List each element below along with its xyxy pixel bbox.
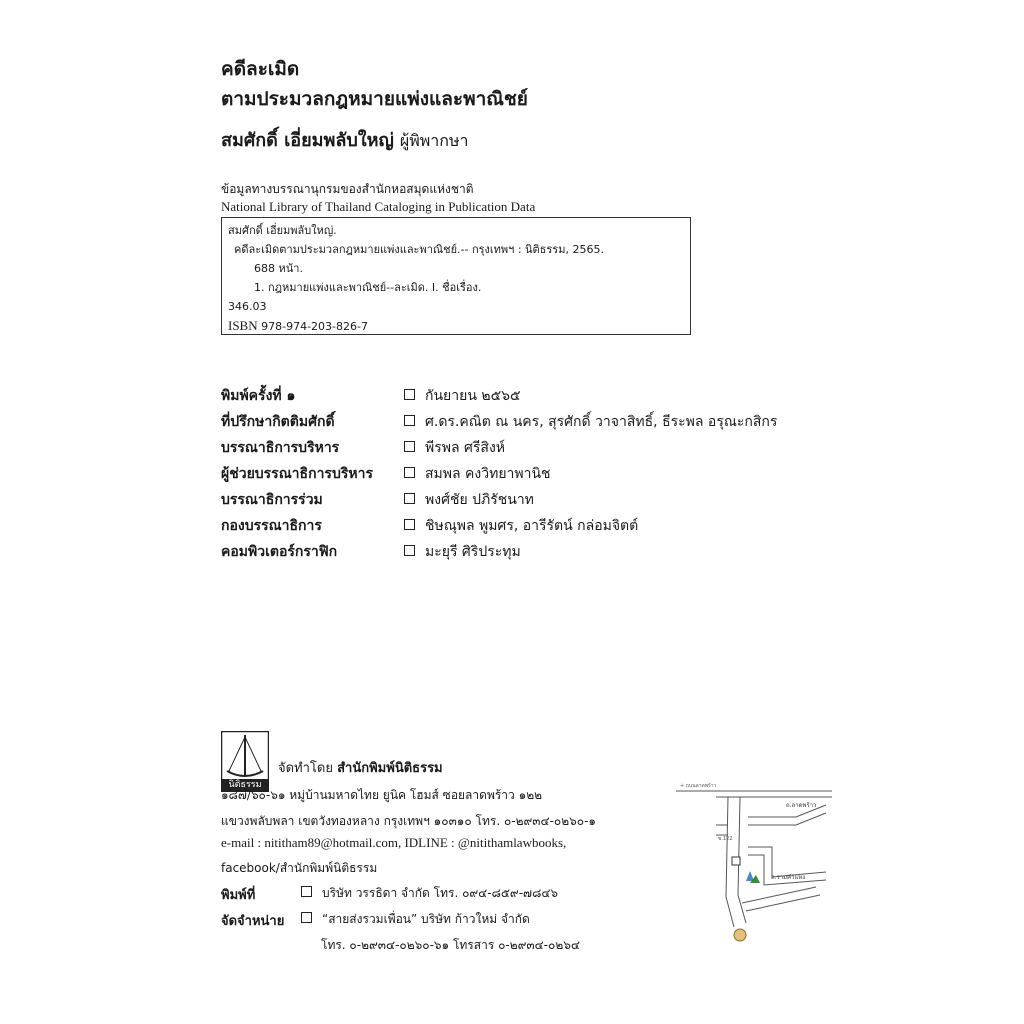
produced-by-line	[278, 757, 443, 778]
printer-value: บริษัท วรรธิดา จำกัด โทร. ๐๙๔-๘๕๙-๗๘๔๖	[322, 886, 559, 900]
credit-value: กันยายน ๒๕๖๕	[425, 388, 521, 404]
distributor-phone: โทร. ๐-๒๙๓๔-๐๒๖๐-๖๑ โทรสาร ๐-๒๙๓๔-๐๒๖๔	[321, 938, 580, 952]
credit-value: สมพล คงวิทยาพานิช	[425, 466, 551, 482]
svg-text:ถ.รามคำแหง: ถ.รามคำแหง	[771, 874, 806, 881]
publisher-name: สำนักพิมพ์นิติธรรม	[337, 761, 443, 776]
distributor-row	[221, 910, 530, 931]
svg-text:ถ.ลาดพร้าว: ถ.ลาดพร้าว	[786, 802, 817, 809]
credit-label: ผู้ช่วยบรรณาธิการบริหาร	[221, 466, 373, 482]
facebook-line: facebook/สำนักพิมพ์นิติธรรม	[221, 861, 378, 875]
cataloging-heading-th: ข้อมูลทางบรรณานุกรมของสำนักหอสมุดแห่งชาติ	[221, 182, 474, 196]
isbn-value: 978-974-203-826-7	[261, 320, 368, 333]
checkbox-icon	[404, 441, 415, 452]
produced-by-label: จัดทำโดย	[278, 761, 333, 776]
checkbox-icon	[404, 467, 415, 478]
author-role: ผู้พิพากษา	[399, 131, 469, 150]
credit-label: บรรณาธิการบริหาร	[221, 440, 340, 456]
cataloging-line: 346.03	[228, 300, 267, 313]
credit-value: ศ.ดร.คณิต ณ นคร, สุรศักดิ์ วาจาสิทธิ์, ธีระพล อรุณะกสิกร	[425, 414, 778, 430]
location-map	[676, 777, 832, 947]
book-title-line2: ตามประมวลกฎหมายแพ่งและพาณิชย์	[221, 88, 528, 110]
printer-value-wrap	[301, 884, 558, 903]
distributor-value-wrap	[301, 910, 530, 929]
checkbox-icon	[404, 415, 415, 426]
distributor-label: จัดจำหน่าย	[221, 914, 285, 929]
isbn-label: ISBN	[228, 318, 258, 333]
publisher-logo	[221, 731, 269, 792]
credit-label: บรรณาธิการร่วม	[221, 492, 323, 508]
cataloging-box	[221, 217, 691, 335]
checkbox-icon	[404, 493, 415, 504]
distributor-value: “สายส่งรวมเพื่อน” บริษัท ก้าวใหม่ จำกัด	[322, 912, 530, 926]
printer-row	[221, 884, 559, 905]
checkbox-icon	[301, 912, 312, 923]
author-line	[221, 125, 469, 154]
credit-label: ที่ปรึกษากิตติมศักดิ์	[221, 414, 335, 430]
checkbox-icon	[301, 886, 312, 897]
printer-label: พิมพ์ที่	[221, 888, 256, 903]
address-line2: แขวงพลับพลา เขตวังทองหลาง กรุงเทพฯ ๑๐๓๑๐ โทร. ๐-๒๙๓๔-๐๒๖๐-๑	[221, 814, 597, 828]
cataloging-line: 1. กฎหมายแพ่งและพาณิชย์--ละเมิด. I. ชื่อเรื่อง.	[254, 281, 482, 294]
cataloging-line: คดีละเมิดตามประมวลกฎหมายแพ่งและพาณิชย์.-- กรุงเทพฯ : นิติธรรม, 2565.	[234, 243, 604, 256]
credit-row	[221, 515, 841, 541]
checkbox-icon	[404, 519, 415, 530]
credit-value: มะยุรี ศิริประทุม	[425, 544, 521, 560]
map-graphic	[676, 777, 832, 947]
credit-label: พิมพ์ครั้งที่ ๑	[221, 388, 296, 404]
book-title-line1: คดีละเมิด	[221, 58, 300, 80]
checkbox-icon	[404, 545, 415, 556]
credit-label: คอมพิวเตอร์กราฟิก	[221, 544, 338, 560]
credit-value-wrap	[404, 411, 777, 433]
credit-row	[221, 437, 841, 463]
credit-row	[221, 541, 841, 567]
svg-text:+ ถนนลาดพร้าว: + ถนนลาดพร้าว	[680, 783, 717, 789]
credit-value: พงศ์ชัย ปภิรัชนาท	[425, 492, 534, 508]
cataloging-line: สมศักดิ์ เอี่ยมพลับใหญ่.	[228, 224, 337, 237]
checkbox-icon	[404, 389, 415, 400]
credit-label: กองบรรณาธิการ	[221, 518, 322, 534]
credit-value: พีรพล ศรีสิงห์	[425, 440, 506, 456]
credit-value-wrap	[404, 463, 551, 485]
cataloging-line: 688 หน้า.	[254, 262, 303, 275]
credit-value-wrap	[404, 541, 521, 563]
cataloging-heading-en: National Library of Thailand Cataloging in Publication Data	[221, 199, 536, 214]
credit-value-wrap	[404, 385, 521, 407]
credit-row	[221, 411, 841, 437]
logo-text: นิติธรรม	[228, 780, 262, 790]
author-name: สมศักดิ์ เอี่ยมพลับใหญ่	[221, 130, 394, 151]
credit-value-wrap	[404, 489, 534, 511]
credit-value-wrap	[404, 437, 505, 459]
svg-text:ซ.122: ซ.122	[718, 836, 733, 842]
credit-row	[221, 463, 841, 489]
credit-value-wrap	[404, 515, 638, 537]
address-line1: ๑๘๗/๖๐-๖๑ หมู่บ้านมหาดไทย ยูนิค โฮมส์ ซอยลาดพร้าว ๑๒๒	[221, 788, 543, 802]
credit-value: ชิษณุพล พูมศร, อารีรัตน์ กล่อมจิตต์	[425, 518, 639, 534]
email-line: e-mail : nititham89@hotmail.com, IDLINE : @nitithamlawbooks,	[221, 835, 567, 850]
credit-row	[221, 385, 841, 411]
credit-row	[221, 489, 841, 515]
isbn-line	[228, 316, 684, 336]
